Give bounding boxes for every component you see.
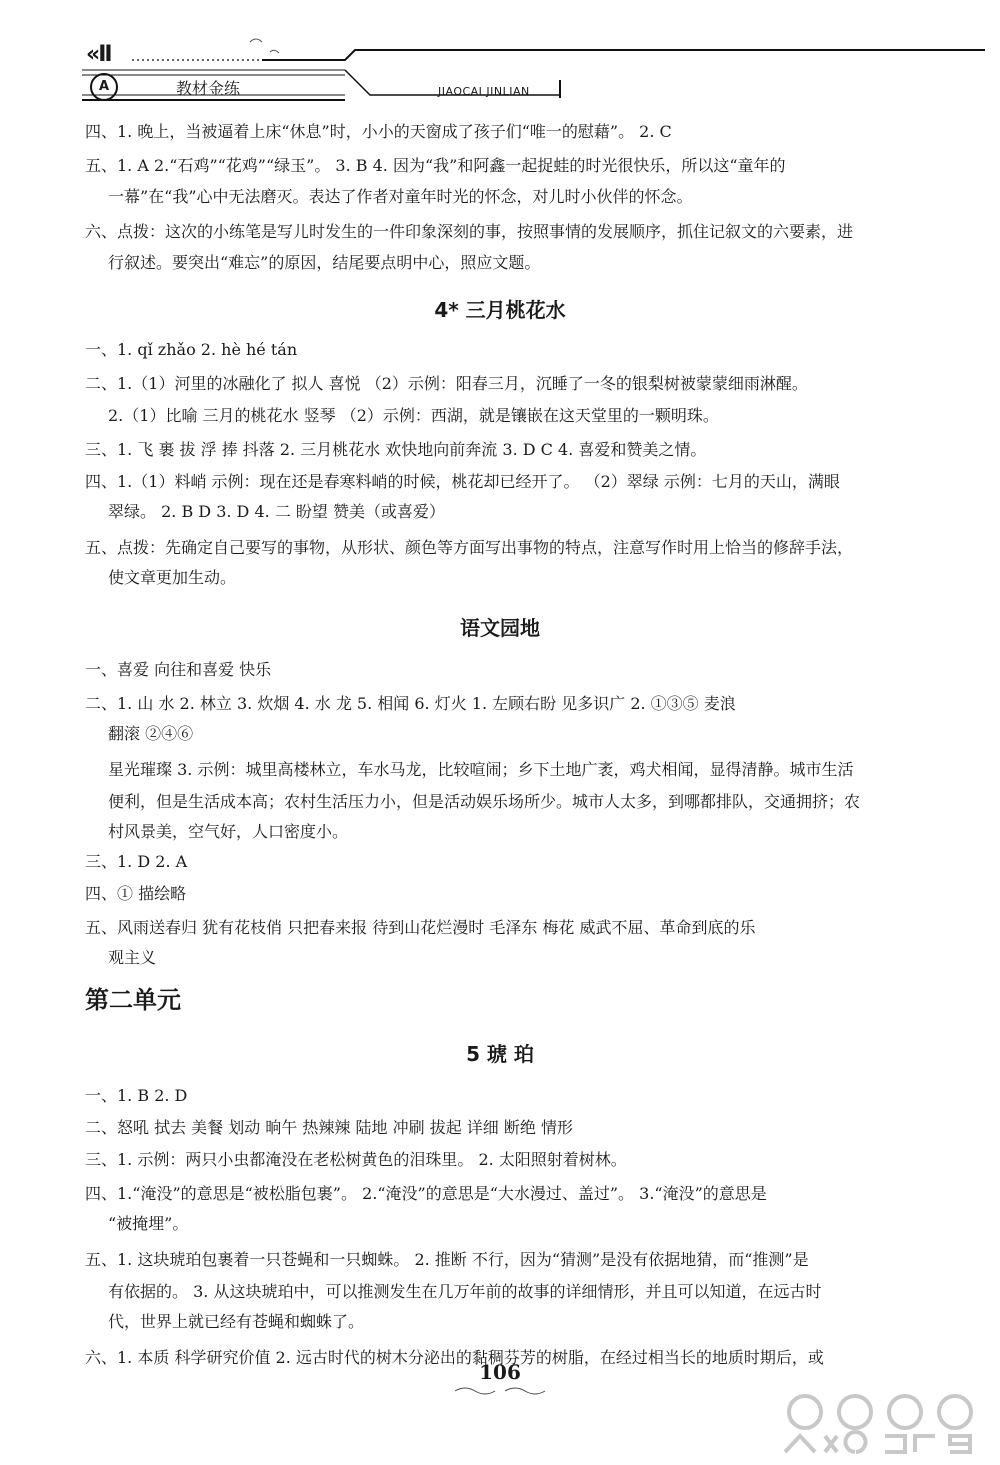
- answer-line: 便利，但是生活成本高；农村生活压力小，但是活动娱乐场所少。城市人太多，到哪都排队，交通拥挤；农: [108, 792, 861, 811]
- answer-line: 二、1.（1）河里的冰融化了 拟人 喜悦 （2）示例：阳春三月，沉睡了一冬的银梨树被蒙蒙细雨淋醒。: [85, 374, 808, 393]
- answer-line: 星光璀璨 3. 示例：城里高楼林立，车水马龙，比较喧闹；乡下土地广袤，鸡犬相闻，显得清静。城市生活: [108, 760, 854, 779]
- answer-line: 观主义: [108, 948, 157, 967]
- answer-line: 行叙述。要突出“难忘”的原因，结尾要点明中心，照应文题。: [108, 253, 541, 272]
- watermark-logo-icon: [775, 1390, 990, 1460]
- answer-line: 使文章更加生动。: [108, 568, 237, 587]
- answer-line: 六、1. 本质 科学研究价值 2. 远古时代的树木分泌出的黏稠芬芳的树脂，在经过相当长的地质时期后，或: [85, 1348, 824, 1367]
- answer-line: 有依据的。 3. 从这块琥珀中，可以推测发生在几万年前的故事的详细情形，并且可以知道，在远古时: [108, 1282, 822, 1301]
- answer-line: 村风景美，空气好，人口密度小。: [108, 822, 349, 841]
- answer-line: 一幕”在“我”心中无法磨灭。表达了作者对童年时光的怀念，对儿时小伙伴的怀念。: [108, 187, 693, 206]
- section-heading: 语文园地: [460, 616, 540, 640]
- ornament-icon: [450, 1386, 550, 1396]
- answer-line: 四、1.“淹没”的意思是“被松脂包裹”。 2.“淹没”的意思是“大水漫过、盖过”。 3.“淹没”的意思是: [85, 1184, 767, 1203]
- header-prefix: «II: [86, 42, 111, 67]
- answer-line: 四、1. 晚上，当被逼着上床“休息”时，小小的天窗成了孩子们“唯一的慰藉”。 2. C: [85, 122, 672, 141]
- answer-line: 三、1. 示例：两只小虫都淹没在老松树黄色的泪珠里。 2. 太阳照射着树林。: [85, 1150, 627, 1169]
- answer-line: 翻滚 ②④⑥: [108, 724, 194, 743]
- answer-line: 三、1. D 2. A: [85, 852, 188, 871]
- header-subtitle: JIAOCAI JINLIAN: [438, 85, 530, 98]
- answer-line: 五、风雨送春归 犹有花枝俏 只把春来报 待到山花烂漫时 毛泽东 梅花 威武不屈、革命到底的乐: [85, 918, 756, 937]
- answer-line: 代，世界上就已经有苍蝇和蜘蛛了。: [108, 1312, 365, 1331]
- answer-line: 三、1. 飞 裹 拔 浮 捧 抖落 2. 三月桃花水 欢快地向前奔流 3. D C 4. 喜爱和赞美之情。: [85, 440, 707, 459]
- answer-line: 二、1. 山 水 2. 林立 3. 炊烟 4. 水 龙 5. 相闻 6. 灯火 1. 左顾右盼 见多识广 2. ①③⑤ 麦浪: [85, 694, 736, 713]
- answer-line: 一、喜爱 向往和喜爱 快乐: [85, 660, 272, 679]
- answer-line: 一、1. qǐ zhǎo 2. hè hé tán: [85, 340, 298, 359]
- lesson-heading: 4* 三月桃花水: [434, 298, 566, 322]
- answer-line: 2.（1）比喻 三月的桃花水 竖琴 （2）示例：西湖，就是镶嵌在这天堂里的一颗明珠。: [108, 406, 719, 425]
- lesson-heading: 5 琥 珀: [466, 1042, 534, 1066]
- answer-line: 五、1. 这块琥珀包裹着一只苍蝇和一只蜘蛛。 2. 推断 不行，因为“猜测”是没有依据地猜，而“推测”是: [85, 1250, 809, 1269]
- header-title: 教材金练: [176, 79, 241, 98]
- answer-line: 五、1. A 2.“石鸡”“花鸡”“绿玉”。 3. B 4. 因为“我”和阿鑫一起捉蛙的时光很快乐，所以这“童年的: [85, 156, 786, 175]
- answer-line: 六、点拨：这次的小练笔是写儿时发生的一件印象深刻的事，按照事情的发展顺序，抓住记叙文的六要素，进: [85, 222, 854, 241]
- page-header: [0, 0, 1000, 110]
- logo-icon: A: [90, 73, 118, 101]
- unit-heading: 第二单元: [85, 986, 181, 1014]
- answer-line: 一、1. B 2. D: [85, 1086, 188, 1105]
- answer-line: 翠绿。 2. B D 3. D 4. 二 盼望 赞美（或喜爱）: [108, 502, 445, 521]
- answer-line: 四、1.（1）料峭 示例：现在还是春寒料峭的时候，桃花却已经开了。 （2）翠绿 示例：七月的天山，满眼: [85, 472, 840, 491]
- page-number: 106: [479, 1360, 521, 1384]
- answer-line: 五、点拨：先确定自己要写的事物，从形状、颜色等方面写出事物的特点，注意写作时用上恰当的修辞手法，: [85, 538, 854, 557]
- answer-line: 四、① 描绘略: [85, 884, 187, 903]
- answer-line: “被掩埋”。: [108, 1214, 189, 1233]
- answer-line: 二、怒吼 拭去 美餐 划动 晌午 热辣辣 陆地 冲刷 拔起 详细 断绝 情形: [85, 1118, 573, 1137]
